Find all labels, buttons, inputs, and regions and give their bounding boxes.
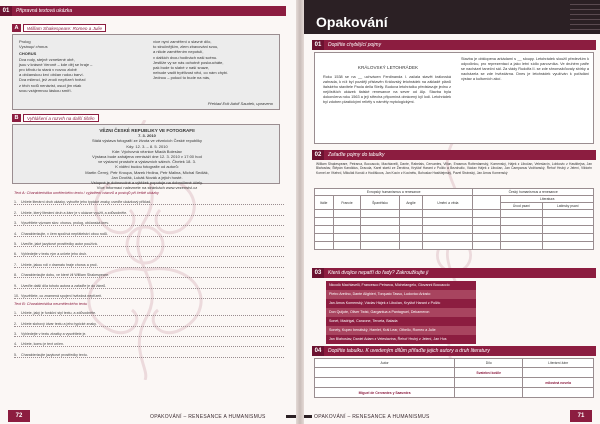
table-cell[interactable]: [542, 210, 593, 218]
text-line: ve výstavní prostoře a výstavních sálech. Čtvrtek 18. 3.: [98, 159, 196, 165]
table-cell[interactable]: [361, 226, 399, 234]
text-line: Dva rody, stejně vznešené obě,: [19, 56, 75, 62]
question-text: Uveďte, jaké jazykové prostředky autor používá.: [21, 241, 98, 246]
table-sub-header: Úvod psaní: [501, 203, 542, 210]
text-line: CHORUS: [19, 51, 37, 57]
footer-text: OPAKOVÁNÍ – RENESANCE A HUMANISMUS: [314, 414, 430, 420]
text-box-a: [12, 34, 280, 110]
odd-one-out-row[interactable]: Sonety, Kupec benátský, Hamlet, Král Lear, Othello, Romeo a Julie: [326, 326, 476, 335]
table-cell[interactable]: [315, 378, 455, 388]
question-text: Vysvětlete, co znamená spojení hvězdná nepřízeň.: [21, 293, 103, 298]
section-number: 02: [312, 150, 324, 160]
table-cell[interactable]: [542, 242, 593, 250]
table-cell[interactable]: [455, 388, 523, 398]
question-item[interactable]: 4. Určete, komu je text určen.: [14, 337, 284, 347]
question-item[interactable]: 2. Určete, který literární druh a žánr je v ukázce využit, a zdůvodněte.: [14, 205, 284, 215]
section-title: Doplňte chybějící pojmy: [328, 42, 382, 48]
table-cell[interactable]: [523, 388, 594, 398]
sub-a-letter: A: [12, 24, 21, 32]
question-text: Uveďte další díla tohoto autora a zařaďte je do žánrů.: [21, 283, 107, 288]
table-cell[interactable]: [399, 210, 423, 218]
text-line: svou vzájemnou láskou smíří.: [19, 87, 72, 93]
table-cell[interactable]: [399, 218, 423, 226]
sub-b-title: Vyhlášení a rozvrh na další tištěn: [23, 114, 99, 122]
question-text: Určete slohový útvar textu a jeho typické znaky.: [21, 321, 97, 326]
text-line: Vstupné je dobrovolné a výtěžek poputuje na dobročinné účely.: [90, 180, 203, 186]
questions-block: [14, 188, 284, 358]
table-cell[interactable]: [315, 226, 334, 234]
section-number: 01: [312, 40, 324, 50]
text-a-column-1: [19, 39, 139, 93]
table-cell[interactable]: Miguel de Cervantes y Saavedra: [315, 388, 455, 398]
question-text: Vyhledejte v textu rým a určete jeho druh.: [21, 252, 88, 257]
table-cell[interactable]: [315, 218, 334, 226]
authors-table: [314, 358, 594, 398]
table-cell[interactable]: [361, 210, 399, 218]
text-line: Jestliže vy se nás ochotně posloucháte,: [153, 59, 224, 65]
page-number: 71: [570, 410, 592, 422]
odd-one-out-row[interactable]: Jan Blahoslav, Daniel Adam z Veleslavína, Řehoř Hrubý z Jelení, Jan Hus: [326, 335, 476, 344]
text-line: Stálá výstava fotografií ze života ve věznicích České republiky: [91, 138, 203, 144]
text-line: z těch rodů nenávist, osud jim však: [19, 82, 82, 88]
text-line: Výstava bude zahájena vernisáží dne 12. 3. 2010 v 17:00 hod: [92, 154, 202, 160]
odd-one-out-row[interactable]: Don Quijote, Oliver Twist, Gargantua a Pantagruel, Dekameron: [326, 308, 476, 317]
text-line: více nyní zaměření o slavné dílo,: [153, 39, 212, 44]
text-line: jsou v krásné Veroně – kde děj se hraje –: [19, 61, 93, 67]
table-col-header-blank: [473, 196, 501, 210]
section-title: Zařaďte pojmy do tabulky: [328, 152, 385, 158]
section-number: 03: [312, 268, 324, 278]
right-footer: [304, 408, 600, 424]
question-item[interactable]: 5. Uveďte, jaké jazykové prostředky autor používá.: [14, 237, 284, 247]
text-line: K vidění budou fotografie od autorů:: [115, 164, 179, 170]
questions-a-title: Text A: Charakteristika uměleckého textu / vyjádření názorů a postojů při četbě ukázky: [14, 191, 159, 195]
question-text: Určete, jakou roli v dramatu hraje chorus a proč.: [21, 262, 98, 267]
sub-a-header: [12, 24, 106, 32]
text-line: Jednou – pokud to bude na nás,: [153, 75, 211, 81]
table-cell[interactable]: [423, 234, 473, 242]
footer-bar: [304, 415, 312, 418]
question-item[interactable]: 8. Charakterizujte dobu, ve které žil William Shakespeare.: [14, 268, 284, 278]
section-title: Doplňte tabulku. K uvedeným dílům přiřaďte jejich autory a druh literatury: [328, 348, 490, 354]
table-cell[interactable]: [423, 210, 473, 218]
page-title-bar: [304, 0, 600, 34]
table-header-czech: Český humanismus a renesance: [473, 189, 594, 196]
text-b-body: [19, 128, 275, 190]
question-text: Určete, komu je text určen.: [21, 342, 64, 347]
footer-text: OPAKOVÁNÍ – RENESANCE A HUMANISMUS: [150, 414, 266, 420]
text-line: pak bude to slabé v naší snaze,: [153, 65, 210, 71]
section-01-heading: KRÁLOVSKÝ LETOHRÁDEK: [357, 65, 419, 70]
table-cell[interactable]: [501, 234, 542, 242]
table-col-header: Literární žánr: [523, 359, 594, 368]
sub-b-letter: B: [12, 114, 21, 122]
table-cell[interactable]: [542, 226, 593, 234]
table-cell[interactable]: [423, 242, 473, 250]
title-bar-stripes: [570, 0, 600, 34]
text-line: a nikde zaměřením nepotulí,: [153, 49, 204, 55]
text-line: a občanskou krví občan rudou barví.: [19, 72, 84, 78]
table-cell[interactable]: [399, 242, 423, 250]
table-cell[interactable]: [542, 234, 593, 242]
table-cell[interactable]: [473, 234, 501, 242]
table-cell[interactable]: [333, 242, 361, 250]
table-cell[interactable]: [361, 218, 399, 226]
table-cell[interactable]: [333, 218, 361, 226]
table-cell[interactable]: [423, 226, 473, 234]
odd-one-out-row[interactable]: Pietro Aretino, Dante Alighieri, Torquato Tasso, Ludovico Ariosto: [326, 290, 476, 299]
question-text: Určete literární druh ukázky, vytvořte jeho typické znaky, uveďte ukázkový příklad.: [21, 200, 152, 205]
table-cell[interactable]: [361, 242, 399, 250]
table-cell[interactable]: [501, 210, 542, 218]
question-item[interactable]: 3. Vyhledejte v textu zkratky a vysvětlete je.: [14, 327, 284, 337]
question-text: Vyhledejte v textu zkratky a vysvětlete je.: [21, 332, 87, 337]
text-a-column-2: [153, 39, 277, 81]
text-box-b: [12, 124, 280, 191]
text-line: Prolog: [19, 39, 31, 44]
table-cell[interactable]: [315, 210, 334, 218]
question-item[interactable]: 5. Charakterizujte jazykové prostředky textu.: [14, 347, 284, 357]
section-title: Která dvojice nepatří do řady? Zakroužkujte ji: [328, 270, 429, 276]
table-cell[interactable]: [473, 242, 501, 250]
section-title: Připravná textová ukázka: [16, 8, 73, 14]
table-cell[interactable]: [361, 234, 399, 242]
text-line: Více informací naleznete na stránkách www.vezenstvi.cz: [96, 185, 198, 191]
table-cell[interactable]: [501, 242, 542, 250]
table-col-header: Dílo: [455, 359, 523, 368]
question-text: Určete, který literární druh a žánr je v ukázce využit, a zdůvodněte.: [21, 210, 128, 215]
section-02-header: [312, 150, 596, 160]
text-line: Jan Dvořák, Lukáš Novák a jejich hosté.: [111, 174, 183, 180]
section-01-box: [314, 52, 594, 144]
table-cell[interactable]: [423, 218, 473, 226]
table-cell[interactable]: [473, 210, 501, 218]
table-cell[interactable]: [473, 226, 501, 234]
text-line: nebude vadit trpělivost věci, co nám chybí.: [153, 70, 229, 76]
section-01-header: [0, 6, 286, 16]
table-col-header: Španělsko: [361, 196, 399, 210]
question-text: Charakterizujte jazykové prostředky textu.: [21, 352, 88, 357]
question-item[interactable]: 3. Vysvětlete význam slov: chorus, prolog, občanská krev.: [14, 216, 284, 226]
text-line: Kde: Výchovná věznice Mladá Boleslav: [112, 148, 182, 154]
table-col-header: Francie: [333, 196, 361, 210]
right-page: [304, 0, 600, 424]
table-cell[interactable]: [473, 218, 501, 226]
table-cell[interactable]: [333, 210, 361, 218]
ornament-watermark-icon: [374, 140, 534, 380]
table-cell[interactable]: [333, 234, 361, 242]
section-02-intro: William Shakespeare, Petrarca, Boccaccio, Machiavelli, Dante, Rabelais, Cervantes, Villon, Erasmus Rotterdamský, Komenský, Hájek z Libočan, Veleslavín, Lobkovic z Hasištejna, Jan Blahoslav, Štěpán Kandidus, Dracula, Karel starší ze Žerotína, Kryštof Harant z Polžic a Bezdružic, Václav Hájek z Libočan, Jan Campanus Vodňanský, Řehoř Hrubý z Jelení, Viktorin Kornel ze Všehrd, Mikuláš Konáč z Hodiškova, Jan Kocín z Kocinétu, Bohuslav Hasištejnský, Pavel Stránský, Jan Amos Komenský: [316, 162, 592, 175]
question-text: Charakterizujte, v čem spočívá nepřátelství obou rodů.: [21, 231, 108, 236]
text-line: Vystoupí chorus: [19, 44, 48, 50]
sub-a-title: William Shakespeare: Romeo a Julie: [23, 24, 106, 32]
text-b-date: 7. 3. 2010: [138, 133, 156, 139]
table-sub-header: Latinsky psaní: [542, 203, 593, 210]
question-text: Charakterizujte dobu, ve které žil William Shakespeare.: [21, 273, 110, 278]
table-cell[interactable]: [315, 234, 334, 242]
table-cell[interactable]: milostná novela: [523, 378, 594, 388]
footer-bar: [286, 415, 296, 418]
table-cell[interactable]: [399, 226, 423, 234]
table-cell[interactable]: [399, 234, 423, 242]
table-col-header: Anglie: [399, 196, 423, 210]
odd-one-out-row[interactable]: Sonet, Madrigal, Canzone, Terceta, Balada: [326, 317, 476, 326]
question-item[interactable]: 9. Uveďte další díla tohoto autora a zařaďte je do žánrů.: [14, 278, 284, 288]
table-cell[interactable]: [523, 368, 594, 378]
text-line: Kdy: 12. 3. – 8. 5. 2010: [126, 143, 168, 149]
text-line: Martin Černý, Petr Kroupa, Marek Hrdina, Petr Malina, Michal Sedlák,: [85, 169, 209, 175]
table-col-header: Umění a věda: [423, 196, 473, 210]
text-line: to stručnějším, zlem zbavováni svou,: [153, 44, 219, 50]
question-text: Vysvětlete význam slov: chorus, prolog, občanská krev.: [21, 221, 109, 226]
table-cell[interactable]: [501, 226, 542, 234]
page-title: Opakování: [316, 14, 388, 30]
question-item[interactable]: 7. Určete, jakou roli v dramatu hraje chorus a proč.: [14, 257, 284, 267]
table-col-header: Literatura: [501, 196, 594, 203]
left-page: [0, 0, 296, 424]
left-footer: [0, 408, 296, 424]
odd-one-out-row[interactable]: Niccolò Machiavelli, Francesco Petrarca, Michelangelo, Giovanni Boccaccio: [326, 281, 476, 290]
table-cell[interactable]: [542, 218, 593, 226]
section-03-header: [312, 268, 596, 278]
table-cell[interactable]: [455, 378, 523, 388]
section-01-column-2: Stavba je obklopena arkádami s __ sloupy. Letohrádek sloužil především k odpočinku, pro reprezentaci a jako letní sídlo panovníka. Ve druhém patře se nacházel taneční sál. Za vlády Rudolfa II. se zde shromažďovaly sbírky a nacházela se zde hvězdárna. Dnes je letohrádek využíván k pořádání výstav a kulturních akcí.: [461, 57, 589, 82]
section-03-rows: [326, 281, 476, 344]
sub-b-header: [12, 114, 99, 122]
table-cell[interactable]: [315, 368, 455, 378]
question-item[interactable]: 10. Vysvětlete, co znamená spojení hvězdná nepřízeň.: [14, 289, 284, 299]
question-item[interactable]: 2. Určete slohový útvar textu a jeho typické znaky.: [14, 316, 284, 326]
questions-b-title: Text B: Charakteristika neuměleckého textu: [14, 301, 88, 306]
table-cell[interactable]: [333, 226, 361, 234]
question-item[interactable]: 1. Určete, jaký je funkční styl textu, a zdůvodněte.: [14, 306, 284, 316]
question-text: Určete, jaký je funkční styl textu, a zdůvodněte.: [21, 311, 97, 316]
question-item[interactable]: 6. Vyhledejte v textu rým a určete jeho druh.: [14, 247, 284, 257]
question-item[interactable]: 4. Charakterizujte, v čem spočívá nepřátelství obou rodů.: [14, 226, 284, 236]
text-line: v dalších dvou hodinách naši scénu.: [153, 54, 218, 60]
book-gutter: [296, 0, 304, 424]
text-line: Dva milenci, jež zrodí nepřízeň hvězd: [19, 77, 86, 83]
odd-one-out-row[interactable]: Jan Amos Komenský, Václav Hájek z Libočan, Kryštof Harant z Polžic: [326, 299, 476, 308]
question-item[interactable]: 1. Určete literární druh ukázky, vytvořte jeho typické znaky, uveďte ukázkový příklad.: [14, 195, 284, 205]
text-line: pro křivdu tu stará v novou zlobě: [19, 67, 77, 73]
table-col-header: Autor: [315, 359, 455, 368]
section-01-header: [312, 40, 596, 50]
page-number: 72: [8, 410, 30, 422]
text-a-credit: Překlad Erik Adolf Saudek, upraveno: [207, 100, 273, 106]
table-cell[interactable]: [315, 242, 334, 250]
section-04-header: [312, 346, 596, 356]
section-number: 04: [312, 346, 324, 356]
table-cell[interactable]: [501, 218, 542, 226]
section-01-column-1: Roku 1538 se na __ uchvácen Ferdinanda I. začala stavět královská zahrada, k níž byl později přistavěn Královský letohrádek na základě plánů italského stavitele Paola della Stelly. Budova letohrádku představuje jednu z nejčistších ukázek italské renesance na sever od Alp. Stavba byla dokončena roku 1563 a její střecha připomíná obrácený kýl lodi. Letohrádek byl zdoben plastickými reliéfy s náměty mytologickými.: [323, 75, 451, 105]
classification-table: [314, 188, 594, 250]
table-cell[interactable]: Svatební košile: [455, 368, 523, 378]
table-col-header: Itálie: [315, 196, 334, 210]
table-header-european: Evropský humanismus a renesance: [315, 189, 473, 196]
section-number: 01: [0, 6, 12, 16]
text-b-heading: VĚZNI ČESKÉ REPUBLIKY VE FOTOGRAFII: [99, 128, 195, 133]
